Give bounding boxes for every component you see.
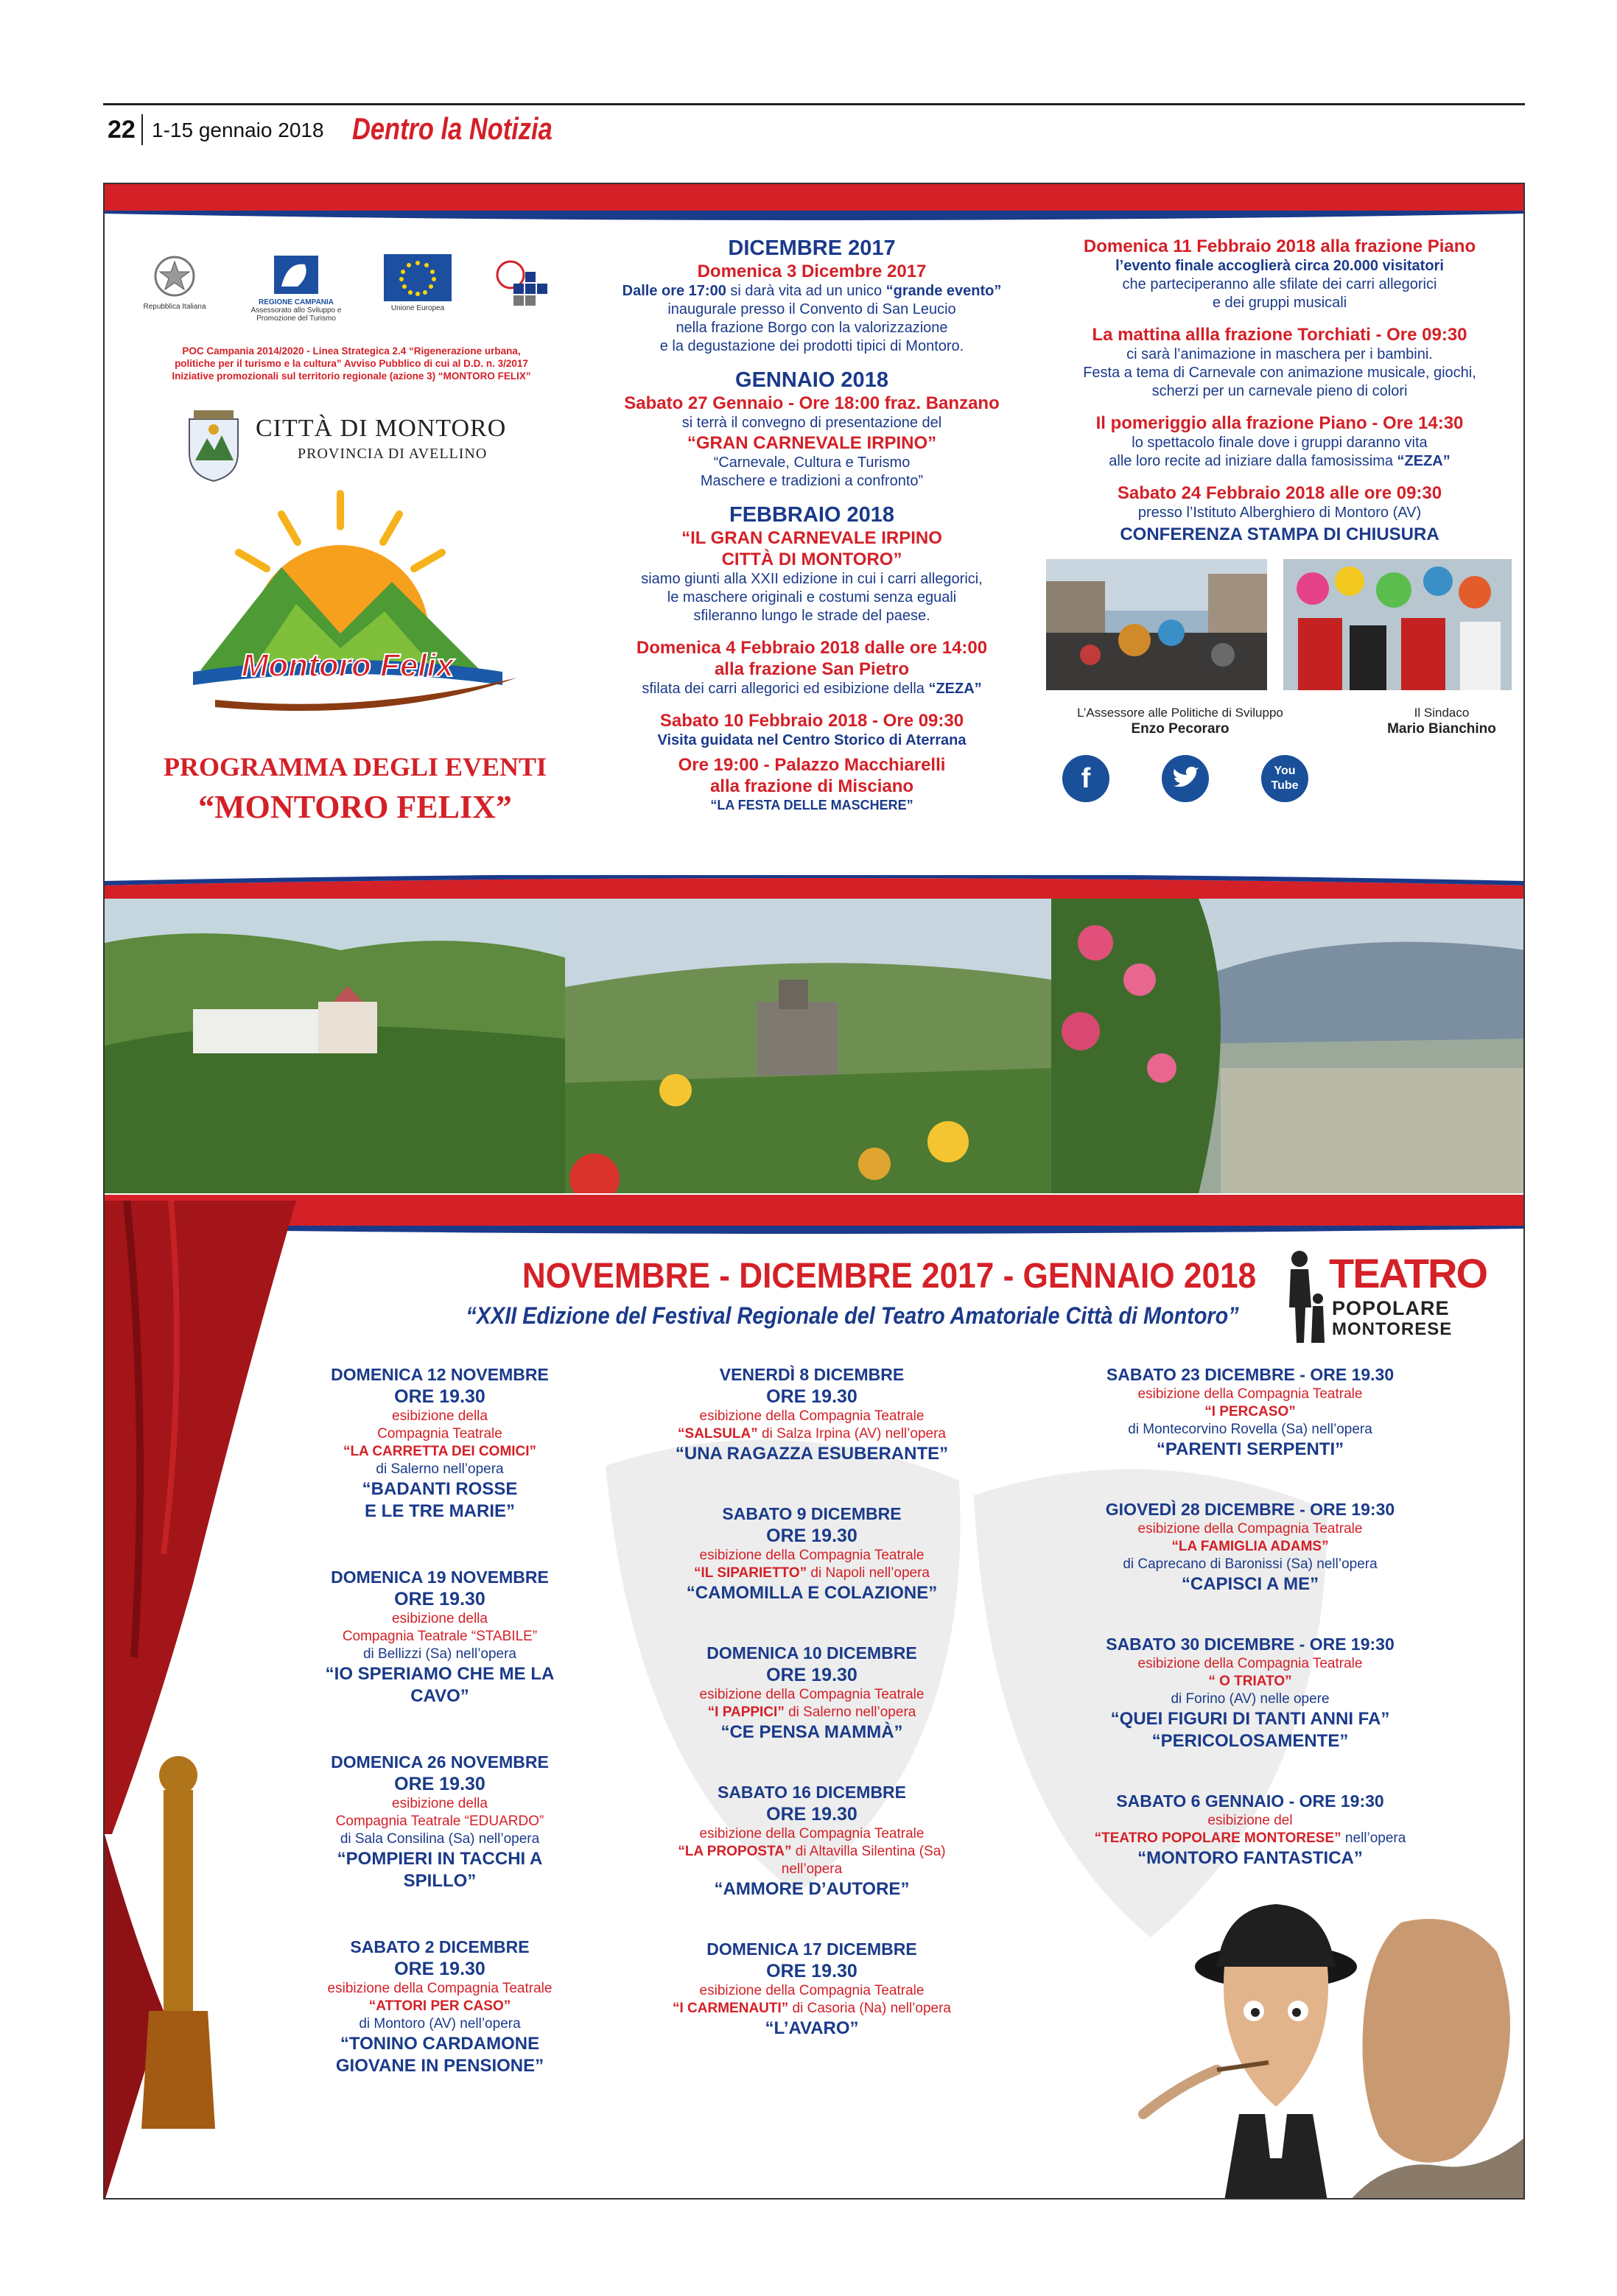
bottom-swoosh <box>105 1226 1523 1240</box>
poc-logo <box>488 254 554 316</box>
event-item: VENERDÌ 8 DICEMBRE ORE 19.30 esibizione della Compagnia Teatrale “SALSULA” di Salza Irpina (AV) nell’opera “UNA RAGAZZA ESUBERANTE” <box>675 1365 949 1464</box>
page-header <box>103 103 1525 155</box>
afternoon-block: Il pomeriggio alla frazione Piano - Ore 14:30 lo spettacolo finale dove i gruppi daranno vita alle loro recite ad iniziare dalla famosissima “ZEZA” <box>1095 413 1464 469</box>
bottom-red-band <box>105 1195 1523 1227</box>
eu-flag-icon <box>384 254 452 301</box>
sindaco-signature: Il Sindaco Mario Bianchino <box>1387 706 1496 737</box>
event-item: DOMENICA 17 DICEMBRE ORE 19.30 esibizione della Compagnia Teatrale “I CARMENAUTI” di Casoria (Na) nell’opera “L’AVARO” <box>673 1939 951 2038</box>
felix-logo-text: Montoro Felix <box>241 647 455 684</box>
mid-swoosh <box>105 875 1523 900</box>
program-heading: PROGRAMMA DEGLI EVENTI <box>163 752 547 782</box>
events-list-late-december <box>1084 1364 1416 1908</box>
festival-subtitle: “XXII Edizione del Festival Regionale del Teatro Amatoriale Città di Montoro” <box>466 1302 1239 1329</box>
teatro-logo-title: TEATRO <box>1329 1250 1487 1296</box>
top-red-band <box>105 184 1523 212</box>
twitter-icon[interactable] <box>1162 755 1209 802</box>
event-item: DOMENICA 10 DICEMBRE ORE 19.30 esibizione della Compagnia Teatrale “I PAPPICI” di Salerno nell’opera “CE PENSA MAMMÀ” <box>699 1643 925 1742</box>
landscape-photo-convent <box>105 899 565 1193</box>
february-24-block: Sabato 24 Febbraio 2018 alle ore 09:30 presso l’Istituto Alberghiero di Montoro (AV) CONFERENZA STAMPA DI CHIUSURA <box>1117 483 1442 544</box>
youtube-icon[interactable]: You Tube <box>1261 755 1308 802</box>
campania-region-icon <box>273 254 320 295</box>
event-item: DOMENICA 12 NOVEMBRE ORE 19.30 esibizione della Compagnia Teatrale “LA CARRETTA DEI COMICI” di Salerno nell’opera “BADANTI ROSSE E LE TRE MARIE” <box>331 1365 549 1521</box>
family-silhouette-icon <box>1283 1249 1327 1344</box>
signatures <box>1040 705 1519 743</box>
event-item: SABATO 6 GENNAIO - ORE 19:30 esibizione del “TEATRO POPOLARE MONTORESE” nell’opera “MONTORO FANTASTICA” <box>1094 1791 1406 1868</box>
newspaper-brand: Dentro la Notizia <box>352 111 553 146</box>
issue-date: 1-15 gennaio 2018 <box>152 119 324 141</box>
february-4-block: Domenica 4 Febbraio 2018 dalle ore 14:00 alla frazione San Pietro sfilata dei carri allegorici ed esibizione della “ZEZA” <box>636 638 988 697</box>
event-item: DOMENICA 26 NOVEMBRE ORE 19.30 esibizione della Compagnia Teatrale “EDUARDO” di Sala Consilina (Sa) nell’opera “POMPIERI IN TACCHI A SPILLO” <box>331 1752 549 1891</box>
event-item: DOMENICA 19 NOVEMBRE ORE 19.30 esibizione della Compagnia Teatrale “STABILE” di Bellizzi (Sa) nell’opera “IO SPERIAMO CHE ME LA CAVO” <box>325 1567 555 1706</box>
events-column-right <box>1040 236 1519 814</box>
poc-campania-icon <box>491 254 550 313</box>
assessore-signature: L’Assessore alle Politiche di Sviluppo Enzo Pecoraro <box>1077 706 1283 737</box>
february-10-block: Sabato 10 Febbraio 2018 - Ore 09:30 Visita guidata nel Centro Storico di Aterrana Ore 19:00 - Palazzo Macchiarelli alla frazione di Misciano “LA FESTA DELLE MASCHERE” <box>657 711 967 812</box>
carnival-photos <box>1040 559 1519 692</box>
teatro-popolare-logo: TEATRO POPOLARE MONTORESE <box>1283 1249 1504 1352</box>
events-list-november <box>318 1364 561 2116</box>
event-item: SABATO 2 DICEMBRE ORE 19.30 esibizione della Compagnia Teatrale “ATTORI PER CASO” di Montoro (AV) nell’opera “TONINO CARDAMONE GIOVANE IN PENSIONE” <box>327 1937 553 2076</box>
january-block: GENNAIO 2018 Sabato 27 Gennaio - Ore 18:00 fraz. Banzano si terrà il convegno di presentazione del “GRAN CARNEVALE IRPINO” “Carnevale, Cultura e Turismo Maschere e tradizioni a confronto” <box>624 368 1000 489</box>
festival-dates-title: NOVEMBRE - DICEMBRE 2017 - GENNAIO 2018 <box>522 1257 1257 1296</box>
regione-campania-logo: REGIONE CAMPANIA Assessorato allo Sviluppo e Promozione del Turismo <box>248 254 344 323</box>
header-divider <box>141 114 143 145</box>
top-swoosh <box>105 211 1523 228</box>
landscape-photo-castle <box>565 899 1051 1193</box>
program-title: “MONTORO FELIX” <box>198 789 512 825</box>
city-province: PROVINCIA DI AVELLINO <box>298 446 488 462</box>
montoro-felix-logo <box>171 479 525 722</box>
page-number: 22 <box>108 116 136 144</box>
event-item: SABATO 30 DICEMBRE - ORE 19:30 esibizione della Compagnia Teatrale “ O TRIATO” di Forino (AV) nelle opere “QUEI FIGURI DI TANTI ANNI FA” “PERICOLOSAMENTE” <box>1106 1635 1395 1751</box>
event-item: SABATO 23 DICEMBRE - ORE 19.30 esibizione della Compagnia Teatrale “I PERCASO” di Montecorvino Rovella (Sa) nell’opera “PARENTI SERPENTI” <box>1106 1365 1395 1459</box>
actors-illustration <box>1129 1893 1525 2200</box>
december-block: DICEMBRE 2017 Domenica 3 Dicembre 2017 Dalle ore 17:00 si darà vita ad un unico “grande evento” inaugurale presso il Convento di San Leucio nella frazione Borgo con la valorizzazione e la degustazione dei prodotti tipici di Montoro. <box>622 236 1002 354</box>
theatre-curtain <box>105 1201 296 2200</box>
advertisement-page <box>103 183 1525 2200</box>
city-name: CITTÀ DI MONTORO <box>256 415 507 442</box>
february-11-block: Domenica 11 Febbraio 2018 alla frazione Piano l’evento finale accoglierà circa 20.000 visitatori che parteciperanno alle sfilate dei carri allegorici e dei gruppi musicali <box>1083 236 1476 311</box>
event-item: SABATO 9 DICEMBRE ORE 19.30 esibizione della Compagnia Teatrale “IL SIPARIETTO” di Napoli nell’opera “CAMOMILLA E COLAZIONE” <box>686 1504 938 1603</box>
facebook-icon[interactable]: f <box>1062 755 1109 802</box>
poc-funding-note: POC Campania 2014/2020 - Linea Strategica 2.4 “Rigenerazione urbana, politiche per il turismo e la cultura” Avviso Pubblico di cui al D.D. n. 3/2017 Iniziative promozionali sul territorio regionale (azione 3) “MONTORO FELIX” <box>172 345 531 382</box>
city-crest-icon <box>182 409 245 482</box>
italy-emblem-icon <box>152 254 197 300</box>
events-list-december <box>650 1364 974 2078</box>
carnival-photo-group <box>1283 559 1512 690</box>
social-links <box>1040 755 1519 814</box>
event-item: GIOVEDÌ 28 DICEMBRE - ORE 19:30 esibizione della Compagnia Teatrale “LA FAMIGLIA ADAMS” di Caprecano di Baronissi (Sa) nell’opera “CAPISCI A ME” <box>1105 1500 1395 1594</box>
institutional-logos <box>134 254 547 343</box>
carnival-photo-crowd <box>1046 559 1267 690</box>
morning-block: La mattina allla frazione Torchiati - Ore 09:30 ci sarà l’animazione in maschera per i bambini. Festa a tema di Carnevale con animazione musicale, giochi, scherzi per un carnevale pieno di colori <box>1083 325 1476 399</box>
eu-logo: Unione Europea <box>377 254 458 312</box>
event-item: SABATO 16 DICEMBRE ORE 19.30 esibizione della Compagnia Teatrale “LA PROPOSTA” di Altavilla Silentina (Sa) nell’opera “AMMORE D’AUTORE” <box>678 1783 946 1899</box>
repubblica-logo: Repubblica Italiana <box>134 254 215 311</box>
february-block: FEBBRAIO 2018 “IL GRAN CARNEVALE IRPINO CITTÀ DI MONTORO” siamo giunti alla XXII edizione in cui i carri allegorici, le maschere originali e costumi senza eguali sfileranno lungo le strade del paese. <box>641 503 983 624</box>
events-column-middle <box>583 236 1040 826</box>
landscape-photo-valley <box>1051 899 1525 1193</box>
